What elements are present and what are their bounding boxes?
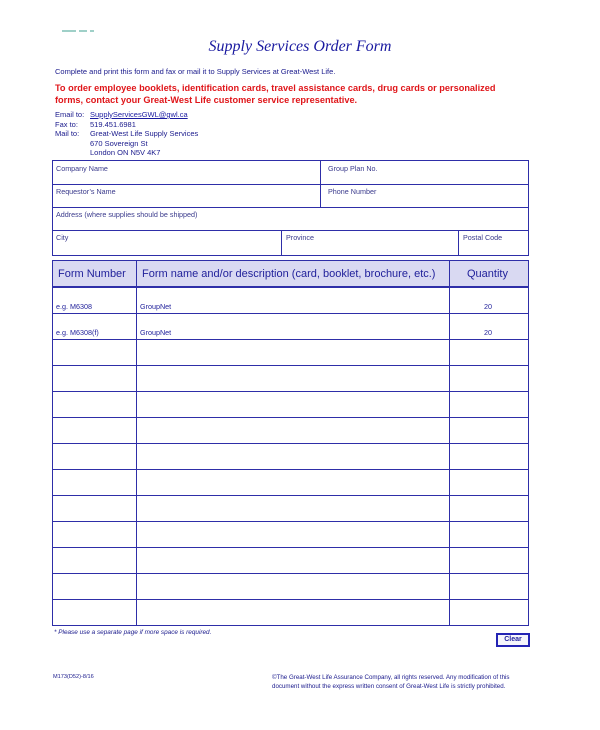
email-label: Email to: — [55, 110, 85, 119]
fax-label: Fax to: — [55, 119, 78, 129]
notice-line-2: forms, contact your Great-West Life customer service representative. — [55, 95, 358, 105]
mail-address-line-2: 670 Sovereign St — [90, 138, 148, 148]
page-title: Supply Services Order Form — [208, 38, 392, 55]
copyright-line-2: document without the express written consent of Great-West Life is strictly prohibited. — [272, 682, 506, 690]
intro-text: Complete and print this form and fax or mail it to Supply Services at Great-West Life. — [55, 67, 336, 76]
form-number-header: Form Number — [58, 268, 126, 280]
row-2-quantity[interactable]: 20 — [484, 328, 492, 337]
footnote-text: * Please use a separate page if more space is required. — [54, 629, 212, 636]
contact-block — [55, 110, 198, 158]
clear-button[interactable]: Clear — [496, 633, 530, 647]
postal-code-field[interactable]: Postal Code — [463, 233, 503, 242]
quantity-header: Quantity — [467, 268, 508, 280]
group-plan-no-field[interactable]: Group Plan No. — [328, 164, 378, 173]
requestor-name-field[interactable]: Requestor’s Name — [56, 187, 116, 196]
email-link[interactable]: SupplyServicesGWL@gwl.ca — [90, 110, 188, 119]
notice-text — [55, 82, 535, 106]
fax-number: 519.451.6981 — [90, 119, 136, 129]
province-field[interactable]: Province — [286, 233, 314, 242]
row-1-description[interactable]: GroupNet — [140, 302, 172, 311]
mail-address-line-1: Great-West Life Supply Services — [90, 129, 199, 139]
mail-label: Mail to: — [55, 129, 80, 139]
company-name-field[interactable]: Company Name — [56, 164, 108, 173]
mail-address-line-3: London ON N5V 4K7 — [90, 148, 161, 158]
row-1-form-number[interactable]: e.g. M6308 — [56, 302, 92, 311]
row-2-description[interactable]: GroupNet — [140, 328, 172, 337]
row-2-form-number[interactable]: e.g. M6308(f) — [56, 328, 99, 337]
city-field[interactable]: City — [56, 233, 69, 242]
notice-line-1: To order employee booklets, identification cards, travel assistance cards, drug cards or personalized — [55, 83, 496, 93]
address-field[interactable]: Address (where supplies should be shipped) — [56, 210, 198, 219]
form-code: M173(D52)-8/16 — [53, 674, 94, 680]
copyright-text — [272, 674, 532, 691]
company-logo-mark — [62, 30, 122, 36]
row-1-quantity[interactable]: 20 — [484, 302, 492, 311]
phone-number-field[interactable]: Phone Number — [328, 187, 377, 196]
description-header: Form name and/or description (card, booklet, brochure, etc.) — [142, 268, 436, 280]
copyright-line-1: ©The Great-West Life Assurance Company, all rights reserved. Any modification of this — [272, 674, 510, 681]
